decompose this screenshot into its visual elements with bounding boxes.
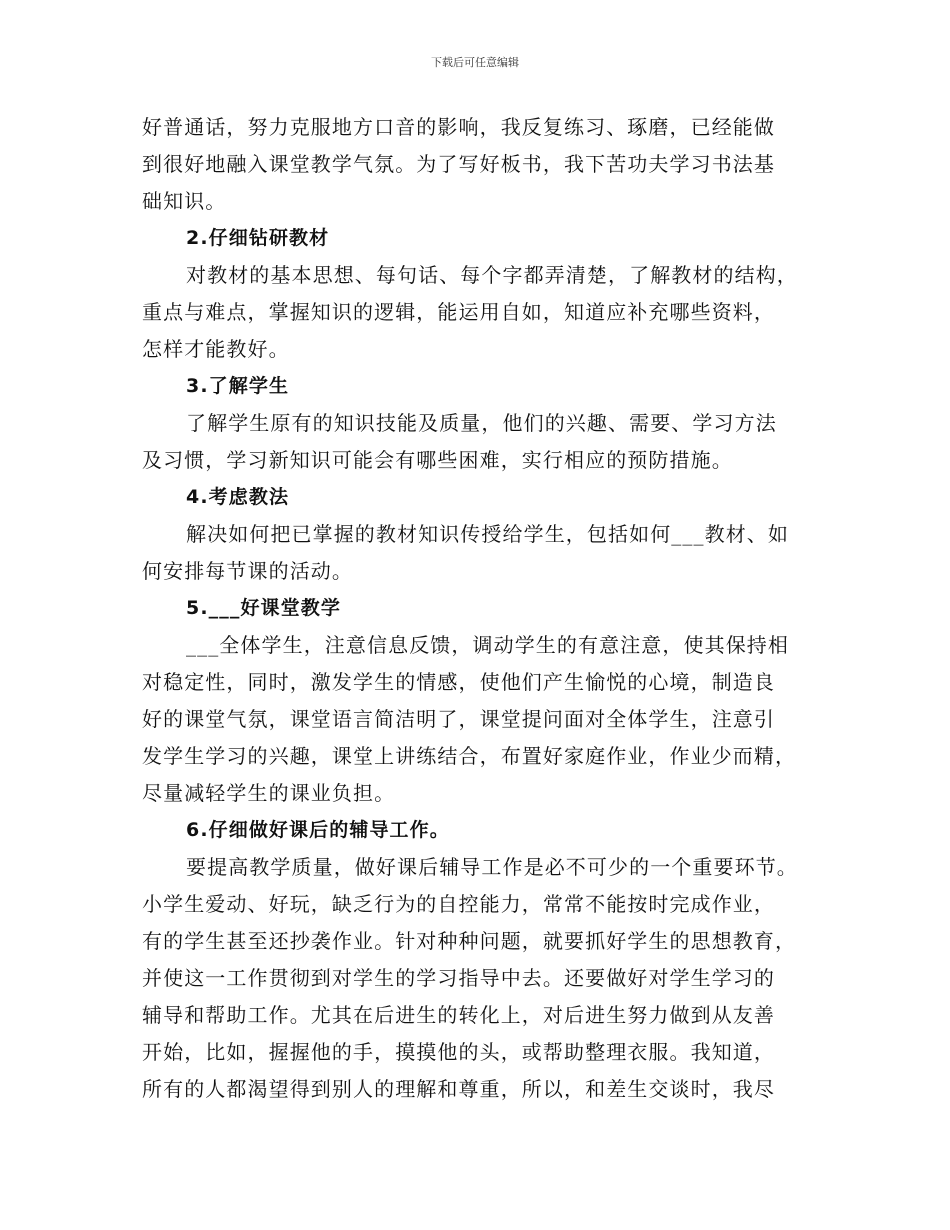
section-heading: 2.仔细钻研教材	[186, 227, 330, 249]
text-line: 对教材的基本思想、每句话、每个字都弄清楚，了解教材的结构，	[186, 263, 798, 287]
text-line: 所有的人都渴望得到别人的理解和尊重，所以，和差生交谈时，我尽	[142, 1077, 775, 1101]
text-line: 了解学生原有的知识技能及质量，他们的兴趣、需要、学习方法	[186, 411, 777, 435]
section-heading: 3.了解学生	[186, 375, 290, 397]
text-line: 发学生学习的兴趣，课堂上讲练结合，布置好家庭作业，作业少而精，	[142, 744, 797, 768]
text-line: 要提高教学质量，做好课后辅导工作是必不可少的一个重要环节。	[186, 855, 798, 879]
text-line: 辅导和帮助工作。尤其在后进生的转化上，对后进生努力做到从友善	[142, 1003, 775, 1027]
text-line: 解决如何把已掌握的教材知识传授给学生，包括如何___教材、如	[186, 522, 789, 546]
section-heading: 5.___好课堂教学	[186, 597, 341, 619]
text-line: 到很好地融入课堂教学气氛。为了写好板书，我下苦功夫学习书法基	[142, 152, 775, 176]
text-line: 小学生爱动、好玩，缺乏行为的自控能力，常常不能按时完成作业，	[142, 892, 775, 916]
document-body	[142, 109, 826, 1108]
page-header: 下载后可任意编辑	[431, 56, 519, 69]
text-line: 并使这一工作贯彻到对学生的学习指导中去。还要做好对学生学习的	[142, 966, 775, 990]
text-line: 怎样才能教好。	[142, 337, 290, 361]
section-heading: 6.仔细做好课后的辅导工作。	[186, 819, 450, 841]
text-line: 重点与难点，掌握知识的逻辑，能运用自如，知道应补充哪些资料，	[142, 300, 775, 324]
text-line: 好的课堂气氛，课堂语言简洁明了，课堂提问面对全体学生，注意引	[142, 707, 775, 731]
text-line: ___全体学生，注意信息反馈，调动学生的有意注意，使其保持相	[186, 633, 789, 657]
text-line: 好普通话，努力克服地方口音的影响，我反复练习、琢磨，已经能做	[142, 115, 775, 139]
text-line: 础知识。	[142, 189, 227, 213]
section-heading: 4.考虑教法	[186, 486, 290, 508]
text-line: 尽量减轻学生的课业负担。	[142, 781, 396, 805]
text-line: 有的学生甚至还抄袭作业。针对种种问题，就要抓好学生的思想教育，	[142, 929, 797, 953]
text-line: 开始，比如，握握他的手，摸摸他的头，或帮助整理衣服。我知道，	[142, 1040, 775, 1064]
text-line: 及习惯，学习新知识可能会有哪些困难，实行相应的预防措施。	[142, 448, 733, 472]
text-line: 何安排每节课的活动。	[142, 559, 353, 583]
text-line: 对稳定性，同时，激发学生的情感，使他们产生愉悦的心境，制造良	[142, 670, 775, 694]
